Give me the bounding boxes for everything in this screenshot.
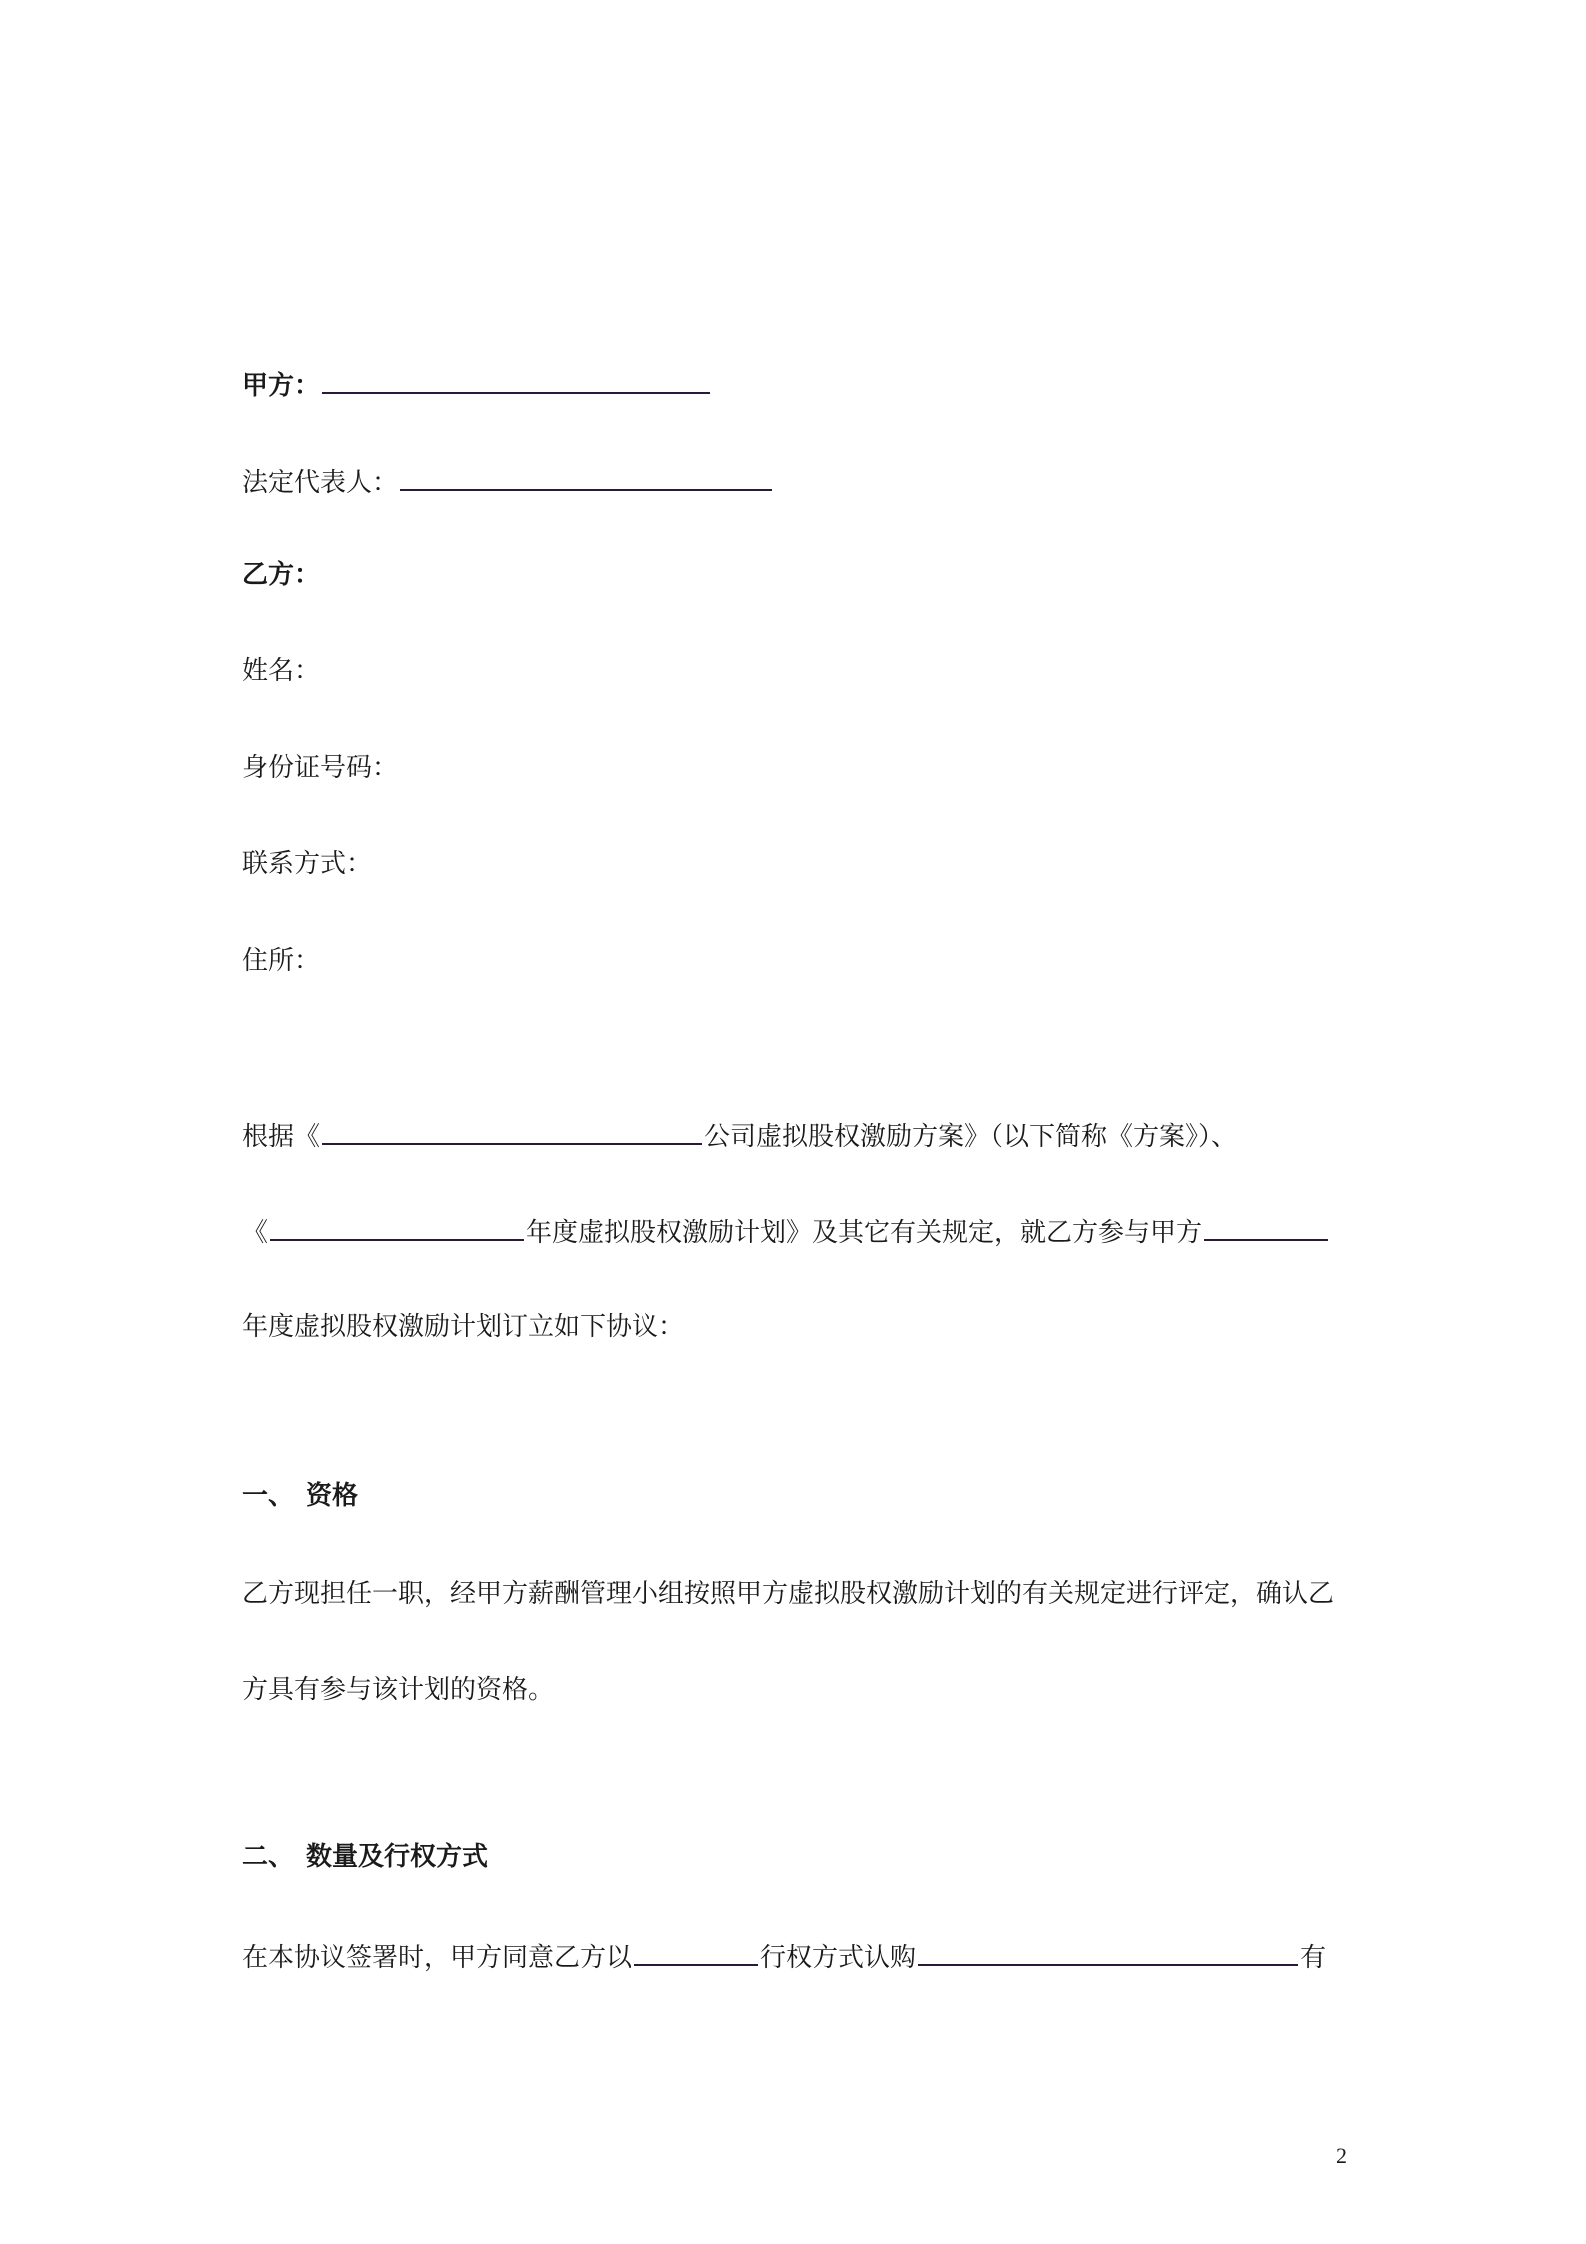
company-name-blank[interactable]	[322, 1119, 702, 1145]
paragraph-text: 方具有参与该计划的资格。	[242, 1675, 555, 1705]
paragraph-text: 乙方现担任一职，经甲方薪酬管理小组按照甲方虚拟股权激励计划的有关规定进行评定，确认乙	[242, 1579, 1335, 1609]
name-row	[242, 654, 320, 688]
paragraph-text: 在本协议签署时，甲方同意乙方以	[242, 1943, 633, 1973]
section-2-para-line-1	[242, 1940, 1326, 1975]
legal-rep-label: 法定代表人：	[242, 468, 399, 498]
preamble-text: 《	[242, 1218, 269, 1248]
address-label: 住所：	[242, 946, 321, 976]
party-b-row	[242, 558, 320, 592]
contact-label: 联系方式：	[242, 849, 373, 879]
preamble-line-1	[242, 1119, 1237, 1154]
preamble-text: 公司虚拟股权激励方案》（以下简称《方案》）、	[704, 1122, 1238, 1152]
year-blank[interactable]	[270, 1215, 524, 1241]
section-1-para-line-1	[242, 1577, 1334, 1611]
legal-rep-row	[242, 465, 774, 500]
contact-row	[242, 847, 372, 881]
page-number: 2	[1336, 2143, 1347, 2168]
paragraph-text: 行权方式认购	[760, 1943, 917, 1973]
section-2-heading	[242, 1840, 488, 1874]
preamble-text: 年度虚拟股权激励计划订立如下协议：	[242, 1312, 685, 1342]
name-label: 姓名：	[242, 656, 321, 686]
section-number: 一、	[242, 1481, 295, 1511]
preamble-line-3	[242, 1310, 684, 1344]
party-a-label: 甲方：	[242, 371, 321, 401]
preamble-text: 年度虚拟股权激励计划》及其它有关规定，就乙方参与甲方	[526, 1218, 1203, 1248]
preamble-line-2	[242, 1215, 1330, 1250]
party-a-blank[interactable]	[322, 368, 710, 394]
section-number: 二、	[242, 1842, 295, 1872]
section-1-heading	[242, 1479, 358, 1513]
address-row	[242, 944, 320, 978]
party-a-row	[242, 368, 712, 403]
section-title: 数量及行权方式	[306, 1842, 489, 1872]
plan-year-blank[interactable]	[1204, 1215, 1328, 1241]
subscription-amount-blank[interactable]	[918, 1940, 1298, 1966]
legal-rep-blank[interactable]	[400, 465, 772, 491]
preamble-text: 根据《	[242, 1122, 321, 1152]
party-b-label: 乙方：	[242, 560, 321, 590]
exercise-method-blank[interactable]	[634, 1940, 758, 1966]
paragraph-text: 有	[1300, 1943, 1327, 1973]
section-1-para-line-2	[242, 1673, 554, 1707]
section-title: 资格	[306, 1481, 359, 1511]
id-number-row	[242, 751, 398, 785]
id-number-label: 身份证号码：	[242, 753, 399, 783]
